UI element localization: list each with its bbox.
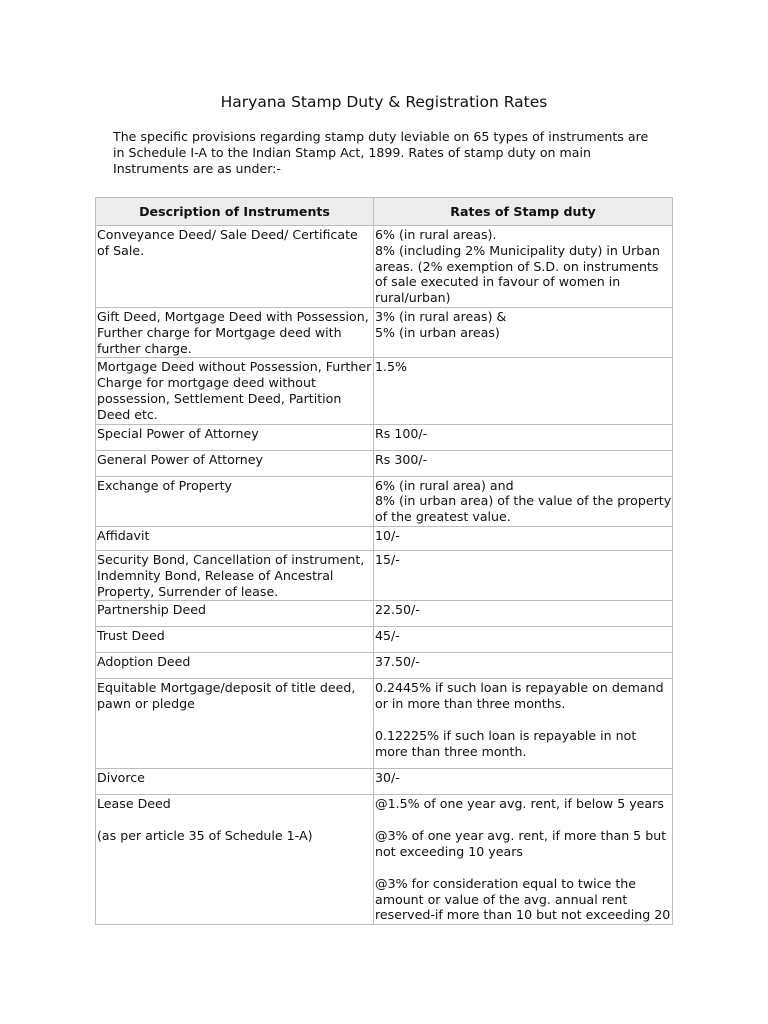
rate-cell: [373, 601, 673, 627]
description-cell: [95, 627, 373, 653]
rate-cell: [373, 679, 673, 769]
rate-text: 22.50/-: [375, 602, 420, 618]
rate-text: 45/-: [375, 628, 400, 644]
rate-text: @3% for consideration equal to twice the amount or value of the avg. annual rent reserved-if more than 10 but not exceeding 20: [375, 875, 671, 923]
description-cell: [95, 769, 373, 795]
description-cell: [95, 425, 373, 451]
header-rates: Rates of Stamp duty: [373, 197, 673, 226]
rate-text: @1.5% of one year avg. rent, if below 5 years: [375, 796, 664, 812]
rate-cell: [373, 795, 673, 925]
rate-cell: [373, 308, 673, 358]
description-text: General Power of Attorney: [97, 451, 263, 467]
rate-text: Rs 300/-: [375, 451, 428, 467]
rate-text: 0.12225% if such loan is repayable in not more than three month.: [375, 727, 637, 759]
stamp-duty-table: [95, 197, 673, 925]
intro-paragraph: The specific provisions regarding stamp duty leviable on 65 types of instruments are in Schedule I-A to the Indian Stamp Act, 1899. Rates of stamp duty on main Instruments are as under:-: [113, 129, 649, 176]
description-text: Security Bond, Cancellation of instrument, Indemnity Bond, Release of Ancestral Property, Surrender of lease.: [97, 551, 365, 599]
table-row: [95, 601, 673, 627]
table-body: [95, 226, 673, 925]
description-text: Equitable Mortgage/deposit of title deed, pawn or pledge: [97, 680, 356, 712]
description-cell: [95, 477, 373, 527]
table-row: [95, 308, 673, 358]
rate-text: 0.2445% if such loan is repayable on demand or in more than three months.: [375, 680, 664, 712]
rate-cell: [373, 627, 673, 653]
table-row: [95, 551, 673, 601]
description-text: Lease Deed: [97, 796, 171, 812]
rate-text: 6% (in rural area) and 8% (in urban area) of the value of the property of the greatest value.: [375, 477, 672, 525]
rate-cell: [373, 551, 673, 601]
description-text: Partnership Deed: [97, 602, 206, 618]
table-row: [95, 679, 673, 769]
rate-cell: [373, 653, 673, 679]
description-text: Adoption Deed: [97, 654, 191, 670]
description-cell: [95, 653, 373, 679]
rate-cell: [373, 527, 673, 551]
table-row: [95, 451, 673, 477]
description-cell: [95, 308, 373, 358]
rate-cell: [373, 477, 673, 527]
table-row: [95, 226, 673, 308]
header-description: Description of Instruments: [95, 197, 373, 226]
description-text: Mortgage Deed without Possession, Further Charge for mortgage deed without possession, Settlement Deed, Partition Deed etc.: [97, 359, 372, 422]
rate-cell: [373, 226, 673, 308]
description-text: Exchange of Property: [97, 477, 232, 493]
description-text: Conveyance Deed/ Sale Deed/ Certificate of Sale.: [97, 227, 358, 258]
table-row: [95, 795, 673, 925]
rate-text: 1.5%: [375, 359, 407, 375]
description-cell: [95, 679, 373, 769]
rate-cell: [373, 451, 673, 477]
description-cell: [95, 795, 373, 925]
table-row: [95, 769, 673, 795]
rate-text: @3% of one year avg. rent, if more than 5 but not exceeding 10 years: [375, 828, 667, 859]
table-row: [95, 477, 673, 527]
description-text: (as per article 35 of Schedule 1-A): [97, 828, 313, 844]
rate-text: 10/-: [375, 527, 400, 543]
table-row: [95, 527, 673, 551]
rate-text: 30/-: [375, 770, 400, 786]
rate-text: 6% (in rural areas). 8% (including 2% Municipality duty) in Urban areas. (2% exemption of S.D. on instruments of sale executed in favour of women in rural/urban): [375, 227, 660, 306]
description-text: Divorce: [97, 770, 145, 786]
description-cell: [95, 451, 373, 477]
rate-cell: [373, 769, 673, 795]
description-text: Affidavit: [97, 527, 150, 543]
table-row: [95, 358, 673, 424]
description-cell: [95, 551, 373, 601]
table-header-row: [95, 197, 673, 226]
description-cell: [95, 601, 373, 627]
table-row: [95, 627, 673, 653]
rate-text: 37.50/-: [375, 654, 420, 670]
table-row: [95, 425, 673, 451]
description-text: Trust Deed: [97, 628, 165, 644]
description-cell: [95, 527, 373, 551]
rate-cell: [373, 358, 673, 424]
description-text: Gift Deed, Mortgage Deed with Possession, Further charge for Mortgage deed with further charge.: [97, 308, 369, 356]
rate-text: Rs 100/-: [375, 425, 428, 441]
rate-text: 3% (in rural areas) & 5% (in urban areas): [375, 308, 507, 340]
description-cell: [95, 226, 373, 308]
description-text: Special Power of Attorney: [97, 425, 259, 441]
rate-cell: [373, 425, 673, 451]
description-cell: [95, 358, 373, 424]
table-row: [95, 653, 673, 679]
rate-text: 15/-: [375, 551, 400, 567]
page-title: Haryana Stamp Duty & Registration Rates: [220, 93, 548, 111]
